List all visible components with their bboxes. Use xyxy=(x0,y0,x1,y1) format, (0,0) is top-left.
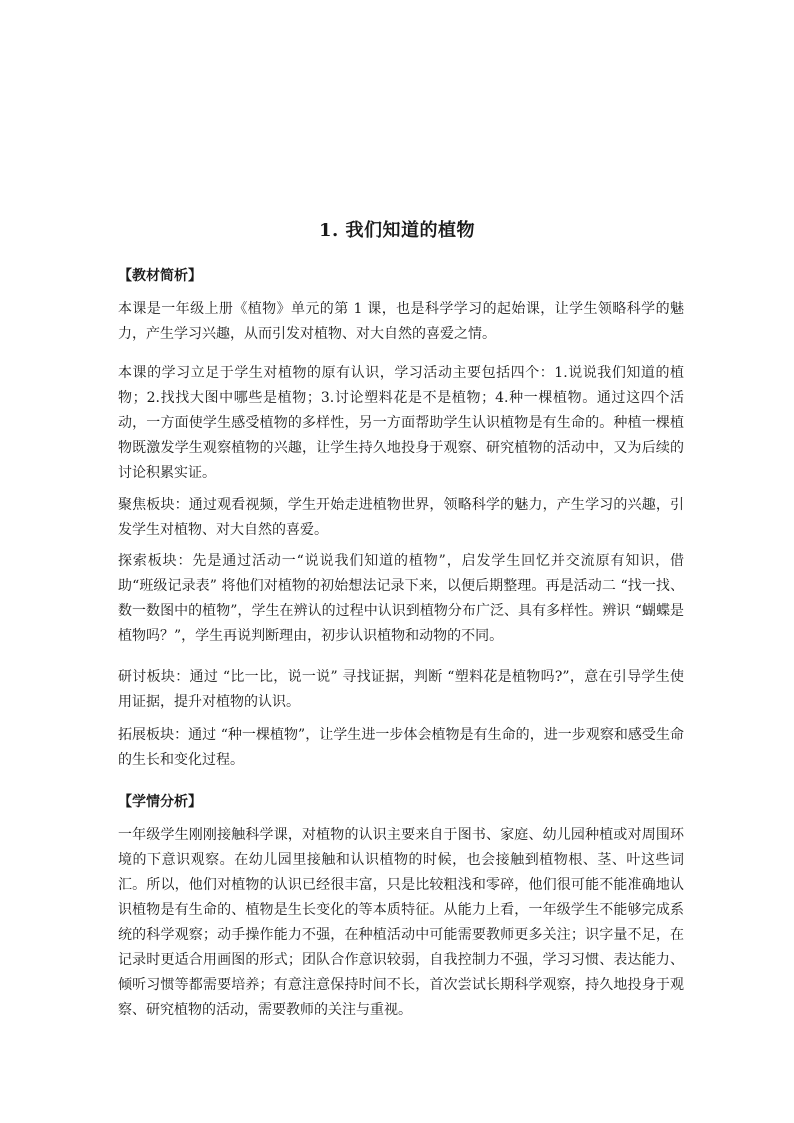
paragraph: 聚焦板块：通过观看视频，学生开始走进植物世界，领略科学的魅力，产生学习的兴趣，引发学生对植物、对大自然的喜爱。 xyxy=(118,497,684,538)
lesson-title: 1. 我们知道的植物 xyxy=(318,220,476,241)
paragraph: 一年级学生刚刚接触科学课，对植物的认识主要来自于图书、家庭、幼儿园种植或对周围环境的下意识观察。在幼儿园里接触和认识植物的时候，也会接触到植物根、茎、叶这些词汇。所以，他们对植物的认识已经很丰富，只是比较粗浅和零碎，他们很可能不能准确地认识植物是有生命的、植物是生长变化的等本质特征。从能力上看，一年级学生不能够完成系统的科学观察；动手操作能力不强，在种植活动中可能需要教师更多关注；识字量不足，在记录时更适合用画图的形式；团队合作意识较弱，自我控制力不强，学习习惯、表达能力、倾听习惯等都需要培养；有意注意保持时间不长，首次尝试长期科学观察，持久地投身于观察、研究植物的活动，需要教师的关注与重视。 xyxy=(118,827,684,1018)
paragraph: 本课是一年级上册《植物》单元的第 1 课，也是科学学习的起始课，让学生领略科学的魅力，产生学习兴趣，从而引发对植物、对大自然的喜爱之情。 xyxy=(118,301,684,342)
paragraph: 拓展板块：通过 “种一棵植物”，让学生进一步体会植物是有生命的，进一步观察和感受生命的生长和变化过程。 xyxy=(118,727,684,768)
paragraph: 探索板块：先是通过活动一“说说我们知道的植物”，启发学生回忆并交流原有知识，借助“班级记录表” 将他们对植物的初始想法记录下来，以便后期整理。再是活动二 “找一找、数一数图中的植物”，学生在辨认的过程中认识到植物分布广泛、具有多样性。辨识 “蝴蝶是植物吗？”，学生再说判断理由，初步认识植物和动物的不同。 xyxy=(118,553,684,644)
paragraph: 研讨板块：通过 “比一比，说一说” 寻找证据，判断 “塑料花是植物吗?”，意在引导学生使用证据，提升对植物的认识。 xyxy=(118,669,684,710)
paragraph: 本课的学习立足于学生对植物的原有认识，学习活动主要包括四个：1.说说我们知道的植物；2.找找大图中哪些是植物；3.讨论塑料花是不是植物；4.种一棵植物。通过这四个活动，一方面使学生感受植物的多样性，另一方面帮助学生认识植物是有生命的。种植一棵植物既激发学生观察植物的兴趣，让学生持久地投身于观察、研究植物的活动中，又为后续的讨论积累实证。 xyxy=(118,365,684,481)
section-heading-student-analysis: 【学情分析】 xyxy=(118,794,202,810)
section-heading-textbook-analysis: 【教材简析】 xyxy=(118,268,202,284)
